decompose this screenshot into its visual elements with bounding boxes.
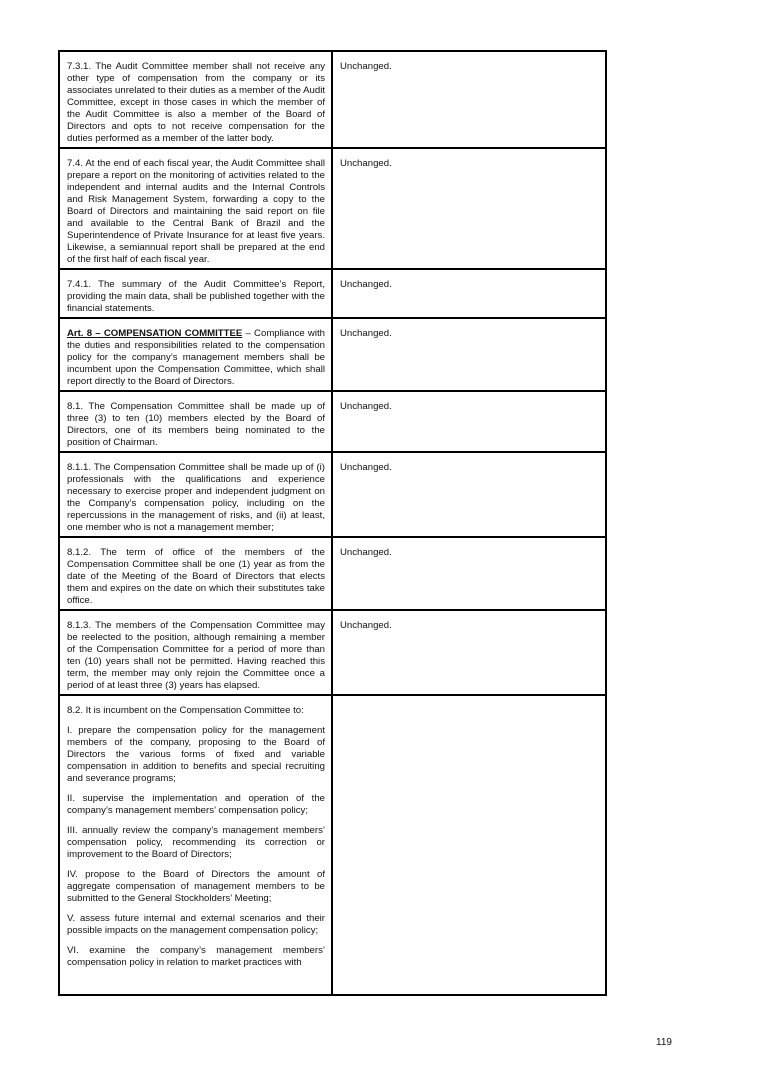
table-row	[59, 695, 606, 995]
cell-text	[60, 319, 331, 390]
right-cell	[332, 695, 606, 995]
left-cell	[59, 537, 332, 610]
left-cell	[59, 318, 332, 391]
comparison-table	[58, 50, 607, 996]
left-cell	[59, 391, 332, 452]
cell-text: Unchanged.	[340, 401, 392, 412]
cell-text: Unchanged.	[340, 547, 392, 558]
paragraph: III. annually review the company’s management members’ compensation policy, recommending its correction or improvement to the Board of Directors;	[67, 825, 325, 860]
cell-text: 7.3.1. The Audit Committee member shall not receive any other type of compensation from the company or its associates unrelated to their duties as a member of the Audit Committee, except in those cases in which the member of the Audit Committee is also a member of the Board of Directors and opts to not receive compensation for the duties performed as a member of the latter body.	[67, 61, 325, 144]
table-row	[59, 391, 606, 452]
cell-text: 8.1. The Compensation Committee shall be made up of three (3) to ten (10) members elected by the Board of Directors, one of its members being nominated to the position of Chairman.	[67, 401, 325, 448]
paragraph: IV. propose to the Board of Directors the amount of aggregate compensation of management members to be submitted to the General Stockholders’ Meeting;	[67, 869, 325, 904]
table-row	[59, 318, 606, 391]
left-cell	[59, 269, 332, 318]
table-row	[59, 148, 606, 269]
paragraph: VI. examine the company’s management members’ compensation policy in relation to market practices with	[67, 945, 325, 968]
right-cell	[332, 51, 606, 148]
right-cell	[332, 452, 606, 537]
table-row	[59, 269, 606, 318]
table-row	[59, 51, 606, 148]
paragraph: I. prepare the compensation policy for the management members of the company, proposing to the Board of Directors the various forms of fixed and variable compensation in addition to benefits and special recruiting and severance programs;	[67, 725, 325, 784]
table-row	[59, 452, 606, 537]
cell-text: 8.1.2. The term of office of the members of the Compensation Committee shall be one (1) year as from the date of the Meeting of the Board of Directors that elects them and expires on the date on which their substitutes take office.	[67, 547, 325, 606]
cell-text: 7.4.1. The summary of the Audit Committee’s Report, providing the main data, shall be published together with the financial statements.	[67, 279, 325, 314]
right-cell	[332, 391, 606, 452]
cell-text: Unchanged.	[340, 462, 392, 473]
cell-text	[333, 696, 605, 707]
cell-text: 8.1.1. The Compensation Committee shall be made up of (i) professionals with the qualifications and experience necessary to exercise proper and independent judgment on the Company’s compensation policy, including on the repercussions in the management of risks, and (ii) at least, one member who is not a management member;	[67, 462, 325, 533]
right-cell	[332, 318, 606, 391]
right-cell	[332, 537, 606, 610]
paragraph: V. assess future internal and external scenarios and their possible impacts on the management compensation policy;	[67, 913, 325, 936]
left-cell	[59, 452, 332, 537]
right-cell	[332, 610, 606, 695]
article-heading: Art. 8 – COMPENSATION COMMITTEE	[67, 328, 243, 339]
article-body: – Compliance with the duties and responsibilities related to the compensation policy for the company’s management members shall be incumbent upon the Compensation Committee, which shall report directly to the Board of Directors.	[67, 328, 325, 387]
left-cell	[59, 695, 332, 995]
table-row	[59, 610, 606, 695]
paragraph: II. supervise the implementation and operation of the company’s management members’ compensation policy;	[67, 793, 325, 816]
right-cell	[332, 148, 606, 269]
cell-text: Unchanged.	[340, 328, 392, 339]
left-cell	[59, 610, 332, 695]
left-cell	[59, 148, 332, 269]
left-cell	[59, 51, 332, 148]
cell-text: Unchanged.	[340, 620, 392, 631]
cell-text: Unchanged.	[340, 158, 392, 169]
cell-text: 7.4. At the end of each fiscal year, the Audit Committee shall prepare a report on the monitoring of activities related to the independent and internal audits and the Internal Controls and Risk Management System, forwarding a copy to the Board of Directors and maintaining the said report on file and available to the Central Bank of Brazil and the Superintendence of Private Insurance for at least five years. Likewise, a semiannual report shall be prepared at the end of the first half of each fiscal year.	[67, 158, 325, 265]
cell-text: 8.1.3. The members of the Compensation Committee may be reelected to the position, although remaining a member of the Compensation Committee for a period of more than ten (10) years shall not be permitted. Having reached this term, the member may only rejoin the Committee once a period of at least three (3) years has elapsed.	[67, 620, 325, 691]
table-row	[59, 537, 606, 610]
page-number: 119	[656, 1037, 672, 1048]
cell-text	[60, 696, 331, 971]
cell-text: Unchanged.	[340, 279, 392, 290]
right-cell	[332, 269, 606, 318]
paragraph: 8.2. It is incumbent on the Compensation Committee to:	[67, 705, 304, 716]
cell-text: Unchanged.	[340, 61, 392, 72]
